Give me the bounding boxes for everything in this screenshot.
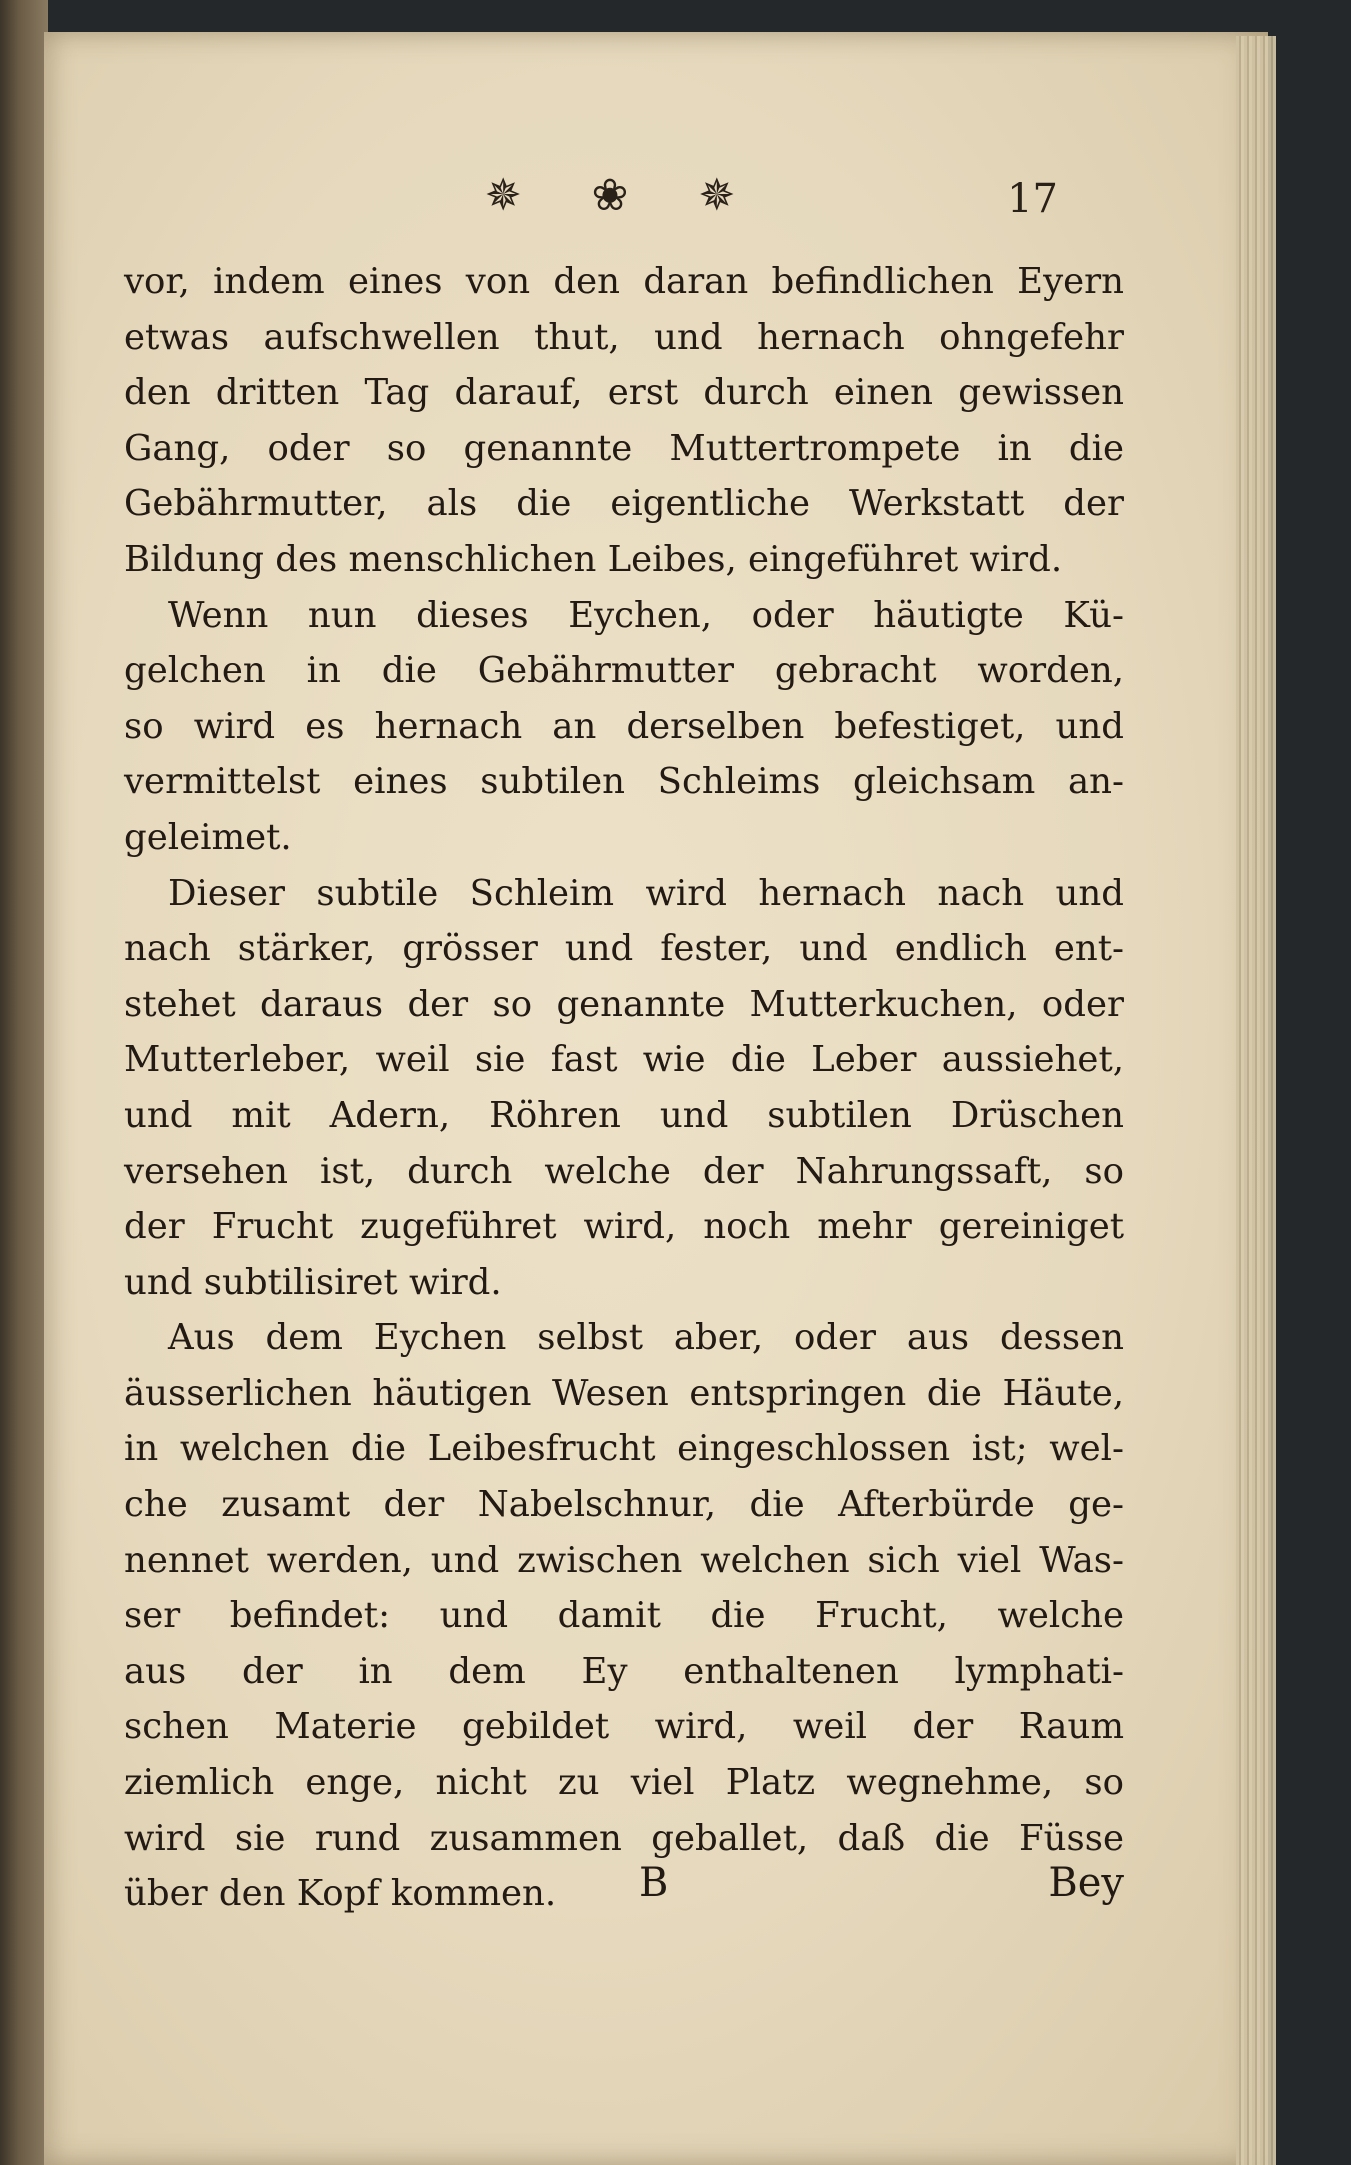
text-line: über den Kopf kommen. xyxy=(124,1873,557,1915)
text-line: wird sie rund zusammen geballet, daß die Füsse xyxy=(124,1817,1124,1859)
text-line: so wird es hernach an derselben befestiget, und xyxy=(124,705,1124,747)
text-line: und subtilisiret wird. xyxy=(124,1261,502,1303)
body-text xyxy=(124,254,1124,1922)
text-line: vor, indem eines von den daran befindlichen Eyern xyxy=(124,261,1124,302)
text-line: Bildung des menschlichen Leibes, eingeführet wird. xyxy=(124,538,1063,580)
text-line: Dieser subtile Schleim wird hernach nach und xyxy=(168,872,1124,914)
text-line: ziemlich enge, nicht zu viel Platz wegnehme, so xyxy=(124,1762,1124,1804)
page-footer xyxy=(124,1860,1124,1920)
paragraph-3 xyxy=(124,866,1124,1311)
paragraph-4 xyxy=(124,1310,1124,1922)
signature-mark: B xyxy=(639,1860,669,1906)
text-line: vermittelst eines subtilen Schleims gleichsam an- xyxy=(124,761,1124,803)
text-line: geleimet. xyxy=(124,816,292,858)
text-line: stehet daraus der so genannte Mutterkuchen, oder xyxy=(124,983,1124,1025)
page-stack-edge xyxy=(1236,36,1276,2165)
text-line: etwas aufschwellen thut, und hernach ohngefehr xyxy=(124,316,1124,358)
text-line: che zusamt der Nabelschnur, die Afterbürde ge- xyxy=(124,1484,1124,1526)
paragraph-1 xyxy=(124,254,1124,588)
book-page xyxy=(44,32,1268,2165)
text-line: Gang, oder so genannte Muttertrompete in die xyxy=(124,427,1124,469)
text-line: Aus dem Eychen selbst aber, oder aus dessen xyxy=(168,1317,1124,1359)
text-line: in welchen die Leibesfrucht eingeschlossen ist; wel- xyxy=(124,1428,1124,1470)
text-line: Mutterleber, weil sie fast wie die Leber aussiehet, xyxy=(124,1039,1124,1081)
text-line: äusserlichen häutigen Wesen entspringen die Häute, xyxy=(124,1372,1124,1414)
text-line: gelchen in die Gebährmutter gebracht worden, xyxy=(124,650,1124,692)
text-line: der Frucht zugeführet wird, noch mehr gereiniget xyxy=(124,1206,1124,1248)
paragraph-2 xyxy=(124,588,1124,866)
page-number: 17 xyxy=(1007,176,1058,222)
text-line: den dritten Tag darauf, erst durch einen gewissen xyxy=(124,372,1124,414)
text-line: schen Materie gebildet wird, weil der Raum xyxy=(124,1706,1124,1748)
book-binding-edge xyxy=(0,0,48,2165)
text-line: Gebährmutter, als die eigentliche Werkstatt der xyxy=(124,483,1124,525)
text-line: Wenn nun dieses Eychen, oder häutigte Kü- xyxy=(168,594,1124,636)
text-line: aus der in dem Ey enthaltenen lymphati- xyxy=(124,1650,1124,1692)
text-line: und mit Adern, Röhren und subtilen Drüschen xyxy=(124,1094,1124,1136)
text-line: ser befindet: und damit die Frucht, welche xyxy=(124,1595,1124,1637)
page-header xyxy=(44,170,1268,230)
catchword: Bey xyxy=(1048,1860,1124,1906)
text-line: nennet werden, und zwischen welchen sich viel Was- xyxy=(124,1539,1124,1581)
text-line: versehen ist, durch welche der Nahrungssaft, so xyxy=(124,1150,1124,1192)
text-line: nach stärker, grösser und fester, und endlich ent- xyxy=(124,928,1124,970)
header-ornament: ✵ ❀ ✵ xyxy=(484,170,764,221)
